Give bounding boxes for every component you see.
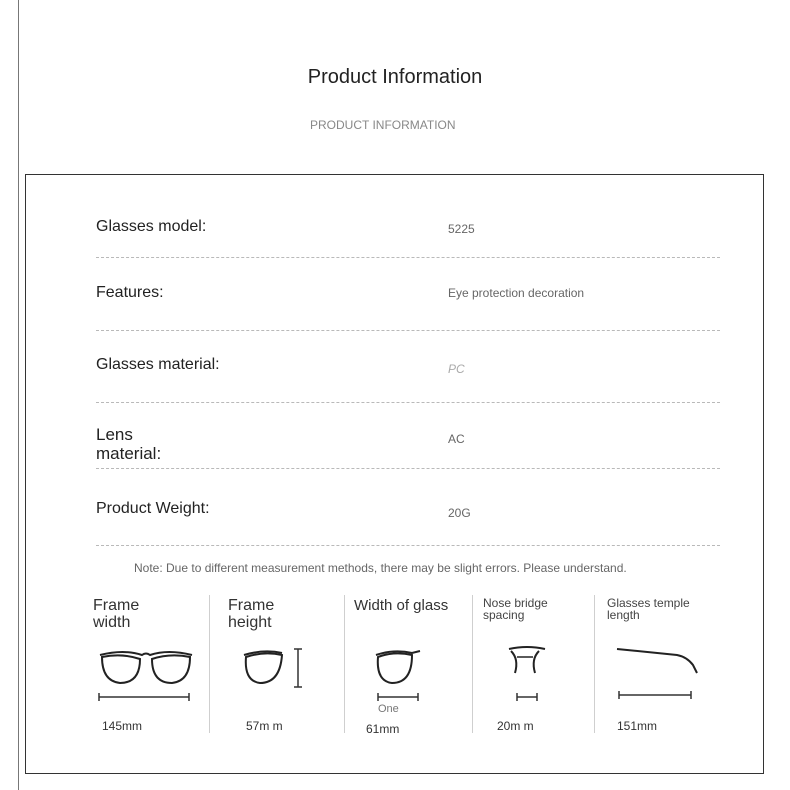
page-subtitle: PRODUCT INFORMATION <box>310 118 456 132</box>
column-divider <box>344 595 345 733</box>
spec-value: PC <box>448 362 465 376</box>
left-margin-rule <box>18 0 19 790</box>
measure-glass-width <box>354 595 468 735</box>
measure-label <box>483 597 548 621</box>
spec-label: Glasses model: <box>96 218 207 235</box>
spec-label: Product Weight: <box>96 500 210 517</box>
spec-label: Glasses material: <box>96 356 220 373</box>
temple-arm-icon <box>615 645 705 709</box>
spec-label-line: Lens <box>96 425 133 444</box>
measure-frame-height <box>228 595 340 735</box>
spec-value: 5225 <box>448 222 475 236</box>
spec-value: AC <box>448 432 465 446</box>
column-divider <box>209 595 210 733</box>
measure-value: 145mm <box>102 719 143 733</box>
measure-label-line: Frame <box>93 597 140 614</box>
spec-label: Features: <box>96 284 164 301</box>
measurement-note: Note: Due to different measurement methods, there may be slight errors. Please understand. <box>134 561 627 575</box>
measure-label-line: width <box>93 614 131 631</box>
spec-value: Eye protection decoration <box>448 286 585 300</box>
measure-value: 151mm <box>617 719 658 733</box>
page-title: Product Information <box>307 66 483 88</box>
measure-label: Width of glass <box>354 597 449 614</box>
measure-frame-width <box>93 595 205 735</box>
column-divider <box>472 595 473 733</box>
spec-row-features <box>96 258 720 331</box>
spec-row-lens-material <box>96 403 720 469</box>
product-info-panel <box>25 174 764 774</box>
measure-value: 20m m <box>497 719 534 733</box>
measure-label <box>607 597 690 621</box>
measure-label-line: Glasses temple <box>607 596 690 610</box>
column-divider <box>594 595 595 733</box>
spec-value: 20G <box>448 506 471 520</box>
measure-temple-length <box>607 595 737 735</box>
spec-row-model <box>96 205 720 258</box>
spec-label <box>96 425 161 463</box>
measure-value: 61mm <box>366 722 400 736</box>
spec-row-weight <box>96 469 720 546</box>
measure-label-line: spacing <box>483 608 525 622</box>
single-lens-height-icon <box>240 645 320 701</box>
measure-label-line: Nose bridge <box>483 596 548 610</box>
spec-row-glasses-material <box>96 331 720 403</box>
measure-value: 57m m <box>246 719 283 733</box>
measure-label-line: height <box>228 614 272 631</box>
measure-extra: One <box>378 703 399 715</box>
measure-nose-bridge <box>483 595 591 735</box>
spec-label-line: material: <box>96 444 162 463</box>
nose-bridge-icon <box>503 643 583 707</box>
measure-label-line: length <box>607 608 640 622</box>
measure-label <box>228 597 274 631</box>
glasses-front-icon <box>96 643 196 707</box>
measure-label <box>93 597 139 631</box>
single-lens-width-icon <box>372 645 452 705</box>
measure-label-line: Frame <box>228 597 275 614</box>
